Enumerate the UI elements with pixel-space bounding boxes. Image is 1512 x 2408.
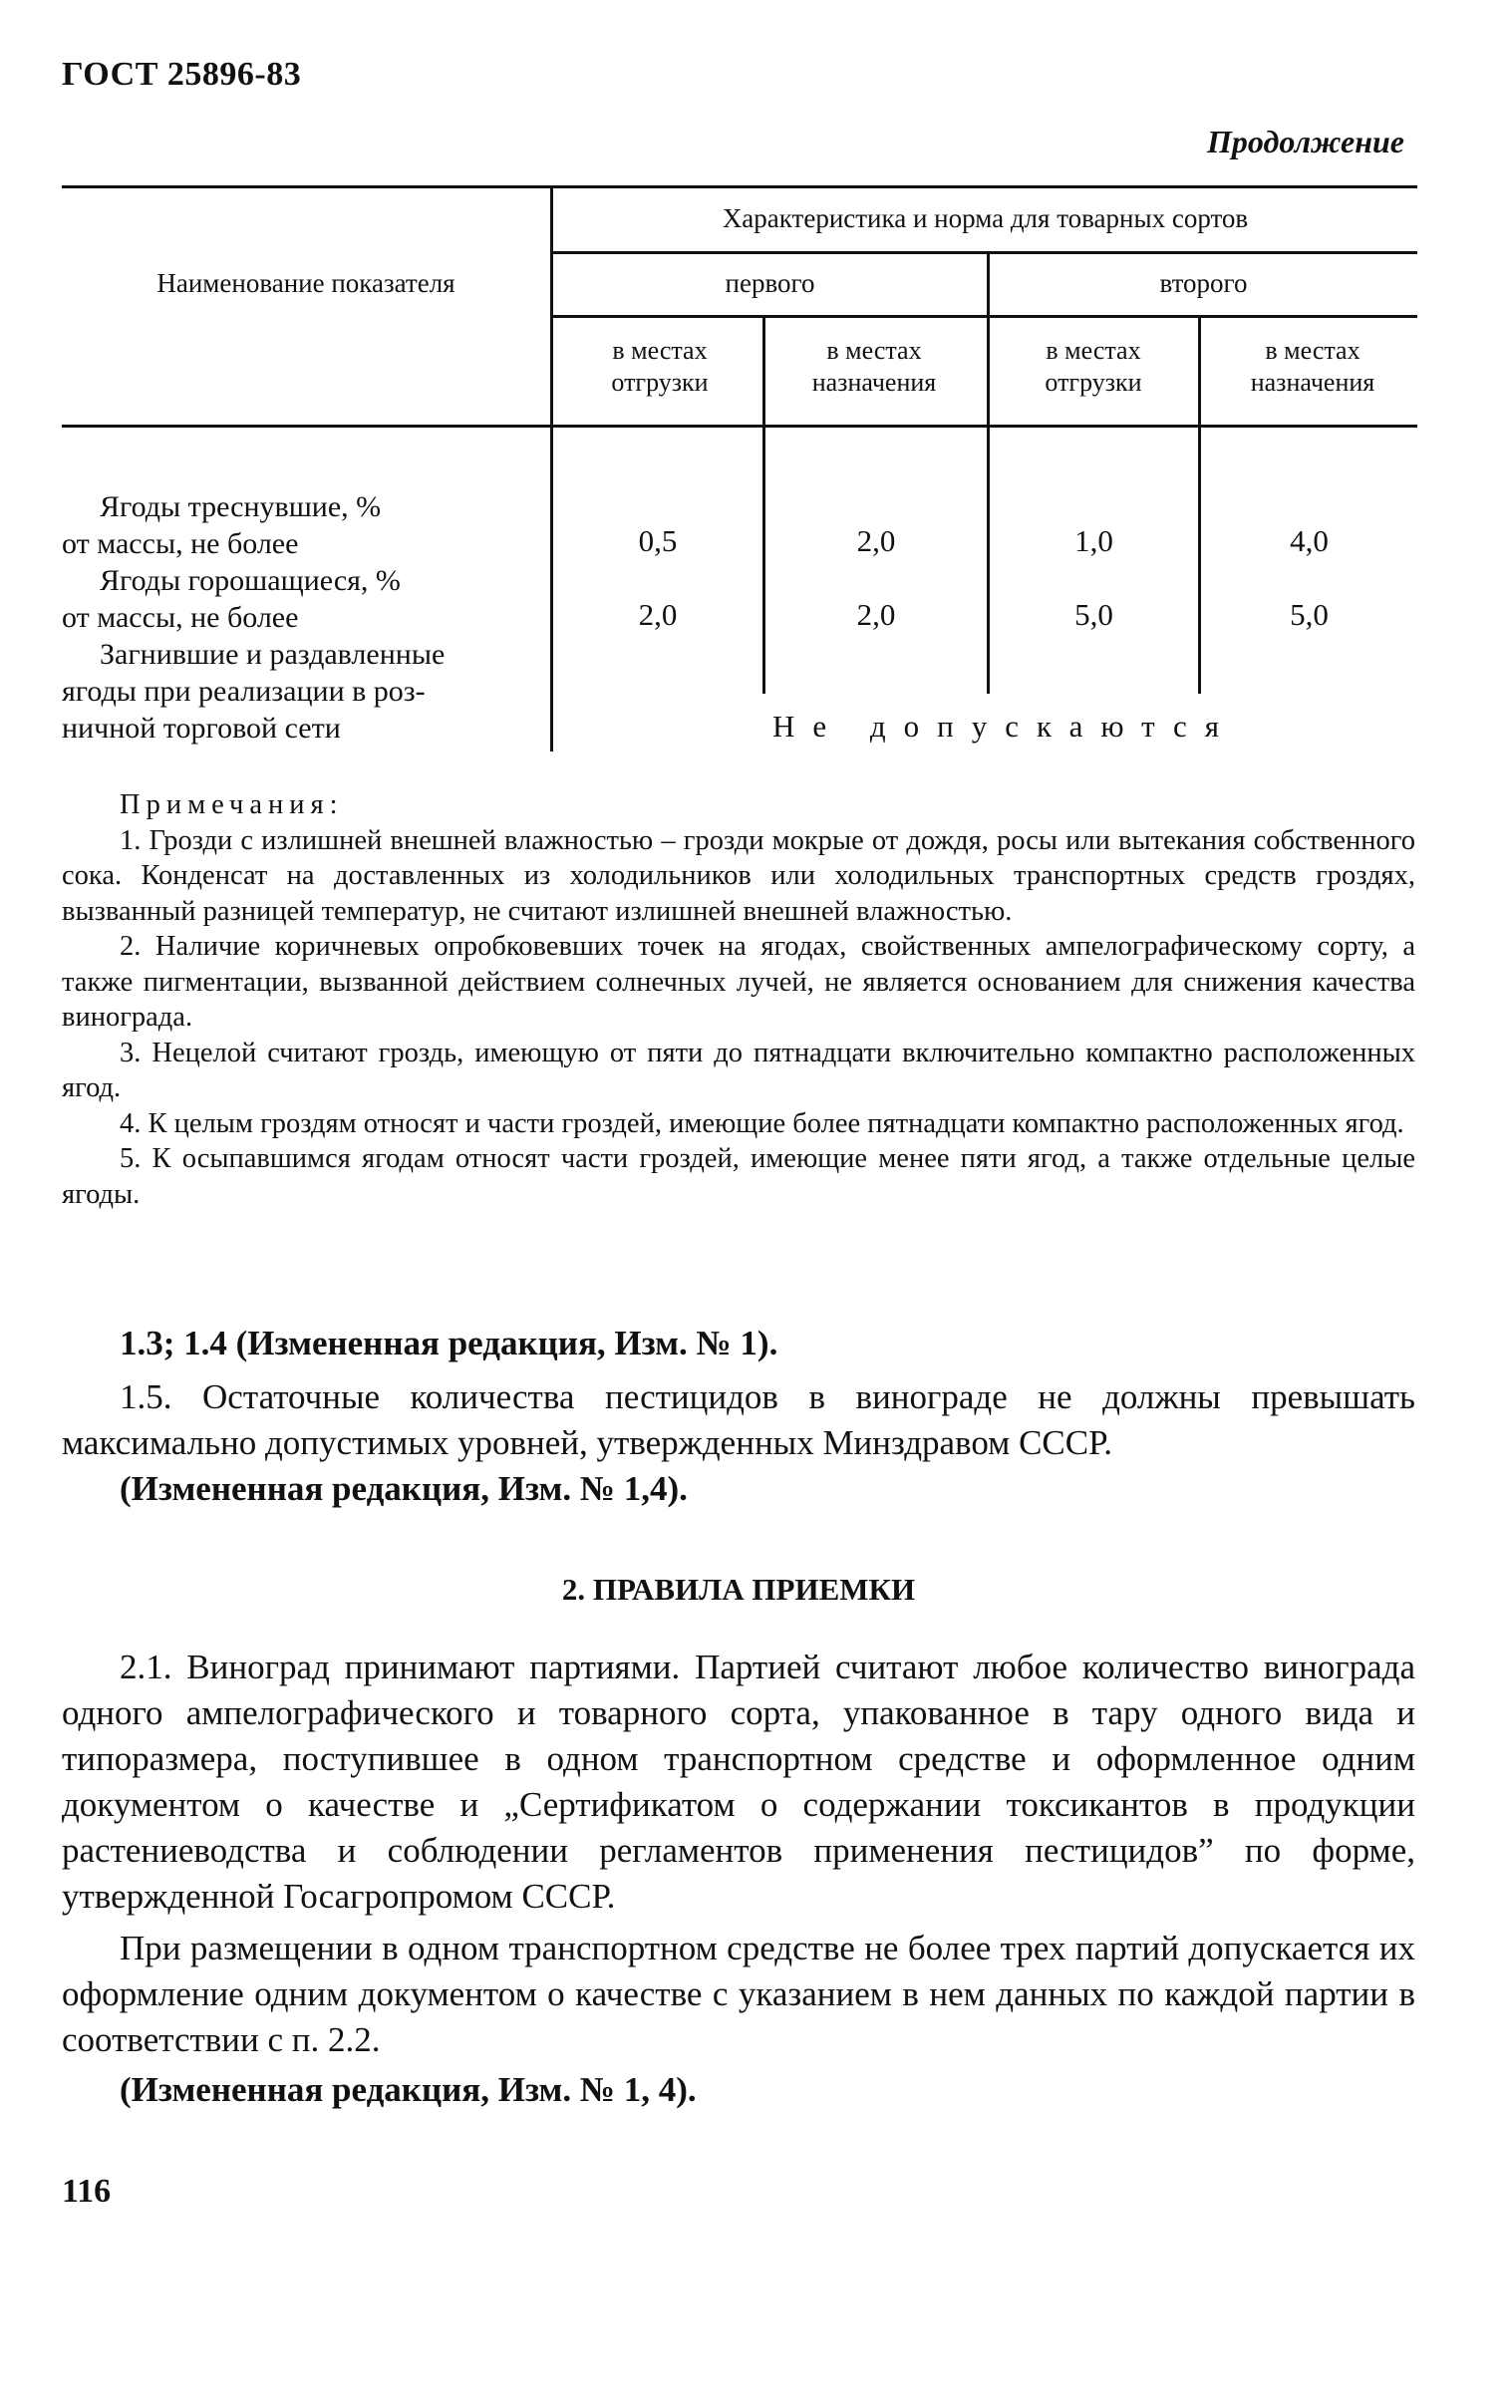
row-rotten-name-3: ничной торговой сети	[62, 712, 341, 745]
header-indicator-name: Наименование показателя	[156, 268, 455, 298]
subheader-second-shipping: в местах отгрузки	[1045, 336, 1142, 397]
cell-cracked-3: 1,0	[1074, 523, 1113, 558]
cell-pea-1: 2,0	[638, 597, 678, 632]
header-grade-second: второго	[1159, 268, 1248, 298]
row-pea-name-1: Ягоды горошащиеся, %	[100, 564, 401, 597]
note-1: 1. Грозди с излишней внешней влажностью – грозди мокрые от дождя, росы или вытекания собственного сока. Конденсат на доставленных из холодильников или холодильных транспортных средств гроздях, вызванный разницей температур, не считают излишней внешней влажностью.	[62, 824, 1415, 927]
row-cracked-name-2: от массы, не более	[62, 527, 299, 560]
continuation-label: Продолжение	[1207, 124, 1404, 159]
table-grade-rule	[550, 315, 1417, 318]
note-4: 4. К целым гроздям относят и части гроздей, имеющие более пятнадцати компактно расположенных ягод.	[120, 1107, 1404, 1139]
note-3: 3. Нецелой считают гроздь, имеющую от пяти до пятнадцати включительно компактно расположенных ягод.	[62, 1037, 1415, 1103]
cell-pea-3: 5,0	[1074, 597, 1113, 632]
table-col-divider-3	[1198, 315, 1201, 694]
edition-note-1-5: (Измененная редакция, Изм. № 1,4).	[120, 1469, 688, 1508]
subheader-first-destination: в местах назначения	[811, 336, 937, 397]
table-col-divider-1	[762, 315, 765, 694]
section-title: 2. ПРАВИЛА ПРИЕМКИ	[561, 1572, 916, 1607]
note-2: 2. Наличие коричневых опробковевших точек на ягодах, свойственных ампелографическому сорту, а также пигментации, вызванной действием солнечных лучей, не является основанием для снижения качества винограда.	[62, 931, 1415, 1033]
row-rotten-name-2: ягоды при реализации в роз-	[62, 675, 426, 708]
header-characteristic: Характеристика и норма для товарных сортов	[722, 203, 1249, 233]
cell-cracked-1: 0,5	[638, 523, 678, 558]
table-top-rule	[62, 185, 1417, 188]
norms-table	[62, 185, 1417, 752]
notes-block	[62, 787, 1415, 1212]
header-grade-first: первого	[725, 268, 815, 298]
edition-note-1-3: 1.3; 1.4 (Измененная редакция, Изм. № 1).	[120, 1324, 778, 1362]
table-header-bottom-rule	[62, 425, 1417, 428]
cell-not-allowed: Не допускаются	[772, 709, 1238, 744]
notes-title: Примечания:	[120, 789, 344, 820]
paragraph-2-1: 2.1. Виноград принимают партиями. Партией считают любое количество винограда одного ампелографического и товарного сорта, упакованное в тару одного вида и типоразмера, поступившее в одном транспортном средстве и оформленное одним документом о качестве и „Сертификатом о содержании токсикантов в продукции растениеводства и соблюдении регламентов применения пестицидов” по форме, утвержденной Госагропромом СССР.	[62, 1648, 1415, 1916]
note-5: 5. К осыпавшимся ягодам относят части гроздей, имеющие менее пяти ягод, а также отдельные целые ягоды.	[62, 1143, 1415, 1210]
row-cracked-name-1: Ягоды треснувшие, %	[100, 490, 382, 523]
subheader-second-destination: в местах назначения	[1250, 336, 1375, 397]
cell-cracked-4: 4,0	[1290, 523, 1329, 558]
table-group-rule	[550, 251, 1417, 254]
body-block-1	[62, 1321, 1415, 1512]
row-pea-name-2: от массы, не более	[62, 601, 299, 634]
body-block-2	[62, 1645, 1415, 2113]
subheader-first-shipping: в местах отгрузки	[611, 336, 709, 397]
document-id: ГОСТ 25896-83	[62, 56, 302, 93]
paragraph-2-1-b: При размещении в одном транспортном средстве не более трех партий допускается их оформление одним документом о качестве с указанием в нем данных по каждой партии в соответствии с п. 2.2.	[62, 1929, 1415, 2059]
row-rotten-name-1: Загнившие и раздавленные	[100, 638, 446, 671]
paragraph-1-5: 1.5. Остаточные количества пестицидов в винограде не должны превышать максимально допустимых уровней, утвержденных Минздравом СССР.	[62, 1377, 1415, 1462]
cell-pea-2: 2,0	[856, 597, 896, 632]
page-number: 116	[62, 2173, 112, 2210]
cell-cracked-2: 2,0	[856, 523, 896, 558]
cell-pea-4: 5,0	[1290, 597, 1329, 632]
edition-note-2-1: (Измененная редакция, Изм. № 1, 4).	[120, 2070, 697, 2109]
